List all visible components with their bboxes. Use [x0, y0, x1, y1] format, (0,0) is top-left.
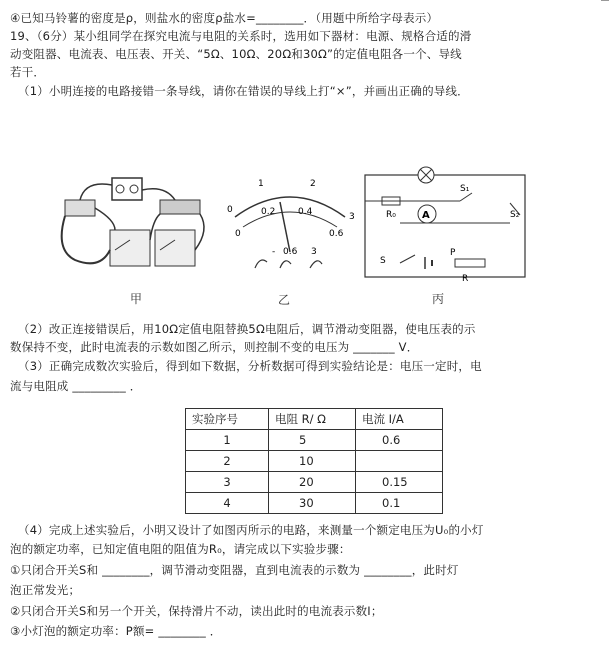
text-line: （2）改正连接错误后，用10Ω定值电阻替换5Ω电阻后，调节滑动变阻器，使电压表的示 [18, 322, 476, 336]
scale-label: 0 [227, 205, 233, 215]
terminal-label: 3 [311, 247, 317, 257]
scale-label: 1 [258, 179, 264, 189]
table-header-cell: 电阻 R/ Ω [269, 409, 356, 430]
table-header-row [186, 409, 443, 430]
table-cell [356, 451, 443, 472]
text-line: （1）小明连接的电路接错一条导线，请你在错误的导线上打“×”，并画出正确的导线． [18, 84, 469, 98]
text-line: 数保持不变，此时电流表的示数如图乙所示，则控制不变的电压为 _______ V． [10, 340, 419, 354]
text-line: 流与电阻成 _________ ． [10, 379, 142, 393]
figure-yi-ammeter [225, 172, 355, 282]
text-line: （3）正确完成数次实验后，得到如下数据，分析数据可得到实验结论是：电压一定时，电 [18, 359, 482, 373]
text-line: ②只闭合开关S和另一个开关，保持滑片不动，读出此时的电流表示数I； [10, 604, 383, 618]
figure-jia-wiring [55, 170, 215, 280]
caption-yi: 乙 [278, 293, 291, 307]
table-row [186, 472, 443, 493]
caption-bing: 丙 [432, 292, 445, 306]
circuit-label: R₀ [386, 210, 396, 220]
scale-label: 3 [349, 212, 355, 222]
figure-bing-circuit [360, 163, 540, 285]
circuit-label: S [380, 256, 386, 266]
table-cell: 2 [186, 451, 269, 472]
scale-label: 0 [235, 229, 241, 239]
table-cell: 4 [186, 493, 269, 514]
circuit-label: A [422, 210, 430, 221]
text-line: 泡的额定功率，已知定值电阻的阻值为R₀，请完成以下实验步骤： [10, 542, 351, 556]
table-header-cell: 电流 I/A [356, 409, 443, 430]
table-row [186, 430, 443, 451]
table-cell: 0.1 [356, 493, 443, 514]
scale-label: 2 [310, 179, 316, 189]
circuit-label: S₂ [510, 210, 520, 220]
table-row [186, 493, 443, 514]
scale-label: 0.4 [298, 207, 313, 217]
text-line: 动变阻器、电流表、电压表、开关、“5Ω、10Ω、20Ω和30Ω”的定值电阻各一个、导线 [10, 47, 462, 61]
table-cell: 3 [186, 472, 269, 493]
circuit-label: R [462, 274, 469, 284]
table-cell: 0.6 [356, 430, 443, 451]
table-row [186, 451, 443, 472]
text-line: （4）完成上述实验后，小明又设计了如图丙所示的电路，来测量一个额定电压为U₀的小灯 [18, 523, 484, 537]
text-line: ③小灯泡的额定功率：P额= ________ ． [10, 624, 222, 638]
text-line: 泡正常发光； [10, 583, 81, 597]
table-cell: 0.15 [356, 472, 443, 493]
table-cell: 5 [269, 430, 356, 451]
table-cell: 10 [269, 451, 356, 472]
text-line: ①只闭合开关S和 ________，调节滑动变阻器，直到电流表的示数为 ________，此时灯 [10, 563, 459, 577]
table-cell: 20 [269, 472, 356, 493]
text-line: 19、（6分）某小组同学在探究电流与电阻的关系时，选用如下器材：电源、规格合适的滑 [10, 29, 472, 43]
text-line: ④已知马铃薯的密度是ρ，则盐水的密度ρ盐水=________．（用题中所给字母表示） [10, 11, 439, 25]
circuit-label: P [450, 248, 456, 258]
terminal-label: 0.6 [283, 247, 298, 257]
terminal-label: - [272, 247, 276, 257]
table-cell: 1 [186, 430, 269, 451]
table-cell: 30 [269, 493, 356, 514]
data-table [185, 408, 443, 514]
text-line: 若干． [10, 65, 46, 79]
scale-label: 0.6 [329, 229, 344, 239]
table-header-cell: 实验序号 [186, 409, 269, 430]
scale-label: 0.2 [261, 207, 276, 217]
corner-mark [601, 0, 609, 1]
caption-jia: 甲 [130, 292, 143, 306]
circuit-label: S₁ [460, 184, 470, 194]
